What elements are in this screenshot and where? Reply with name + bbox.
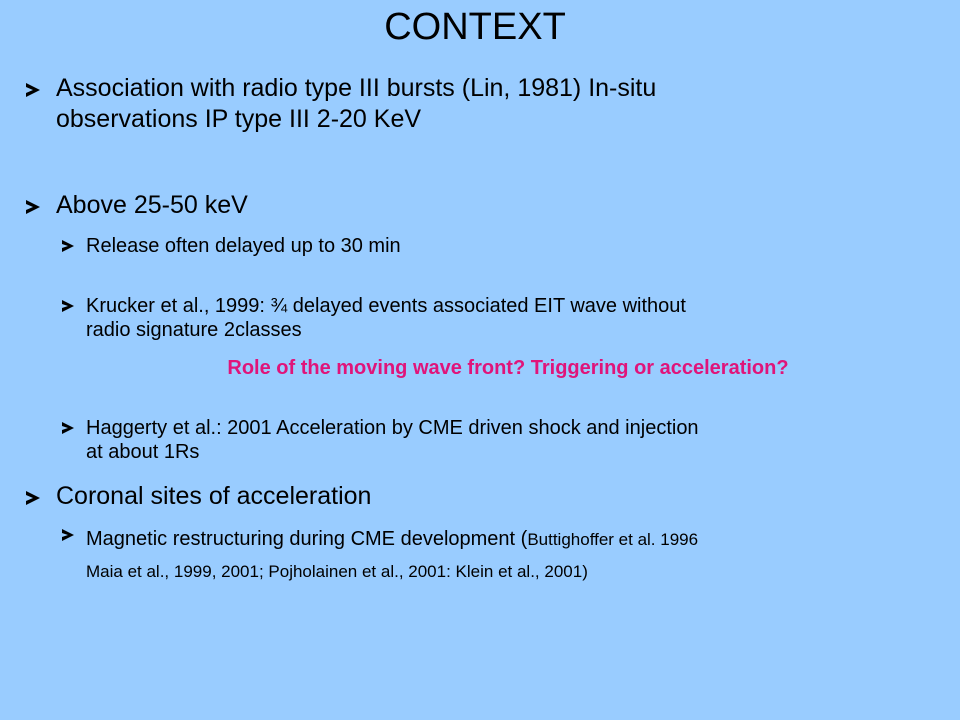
arrow-bullet-icon <box>62 240 74 252</box>
bullet-line: radio signature 2classes <box>86 319 302 341</box>
citation-line: Maia et al., 1999, 2001; Pojholainen et al., 2001: Klein et al., 2001) <box>86 562 588 581</box>
arrow-bullet-icon <box>26 491 40 505</box>
bullet-line: Association with radio type III bursts (Lin, 1981) In-situ <box>56 74 657 102</box>
arrow-bullet-icon <box>62 300 74 312</box>
subbullet-release-delayed <box>62 234 401 258</box>
arrow-bullet-icon <box>26 83 40 97</box>
bullet-coronal-sites <box>26 481 371 512</box>
arrow-bullet-icon <box>26 200 40 214</box>
bullet-line: at about 1Rs <box>86 441 200 463</box>
highlight-question: Role of the moving wave front? Triggering or acceleration? <box>227 357 789 379</box>
bullet-line: Haggerty et al.: 2001 Acceleration by CME driven shock and injection <box>86 417 699 439</box>
arrow-bullet-icon <box>62 529 74 541</box>
bullet-line: observations IP type III 2-20 KeV <box>56 105 422 133</box>
bullet-line: Krucker et al., 1999: ¾ delayed events associated EIT wave without <box>86 295 686 317</box>
subbullet-haggerty <box>62 416 699 464</box>
bullet-line: Release often delayed up to 30 min <box>86 235 401 257</box>
arrow-bullet-icon <box>62 422 74 434</box>
bullet-above-25-50-kev <box>26 190 248 221</box>
slide-title: CONTEXT <box>384 6 566 48</box>
bullet-line <box>86 523 698 556</box>
bullet-line: Above 25-50 keV <box>56 191 248 219</box>
citation-text: Buttighoffer et al. 1996 <box>527 530 699 549</box>
bullet-radio-type-iii <box>26 73 656 135</box>
subbullet-magnetic-restructuring <box>62 523 698 588</box>
bullet-line: Coronal sites of acceleration <box>56 482 372 510</box>
bullet-text: Magnetic restructuring during CME development ( <box>86 528 528 550</box>
subbullet-krucker <box>62 294 686 342</box>
